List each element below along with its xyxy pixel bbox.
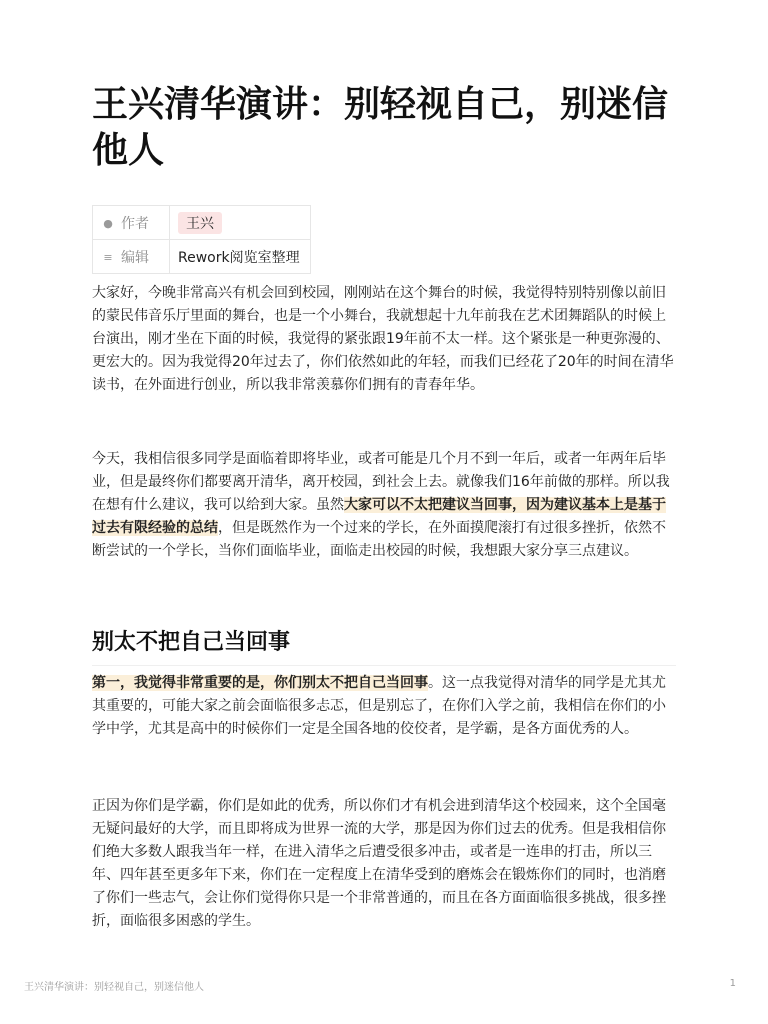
property-value-cell [170,206,311,240]
paragraph-text: 今天，我相信很多同学是面临着即将毕业，或者可能是几个月不到一年后，或者一年两年后毕业，但是最终你们都要离开清华，离开校园，到社会上去。就像我们16年前做的那样。所以我在想有什么建议，我可以给到大家。虽然 [92,451,670,513]
property-key-cell [93,206,170,240]
property-key: 编辑 [121,249,149,266]
highlighted-text: 第一，我觉得非常重要的是，你们别太不把自己当回事 [92,675,428,691]
page-number: 1 [729,978,736,989]
section-heading: 别太不把自己当回事 [92,627,676,666]
page-footer [24,978,736,993]
paragraph-text: ，但是既然作为一个过来的学长，在外面摸爬滚打有过很多挫折，依然不断尝试的一个学长，当你们面临毕业，面临走出校园的时候，我想跟大家分享三点建议。 [92,520,666,559]
person-icon: ● [103,217,113,230]
paragraph-text: 正因为你们是学霸，你们是如此的优秀，所以你们才有机会进到清华这个校园来，这个全国毫无疑问最好的大学，而且即将成为世界一流的大学，那是因为你们过去的优秀。但是我相信你们绝大多数人跟我当年一样，在进入清华之后遭受很多冲击，或者是一连串的打击，所以三年、四年甚至更多年下来，你们在一定程度上在清华受到的磨炼会在锻炼你们的同时，也消磨了你们一些志气，会让你们觉得你只是一个非常普通的，而且在各方面面临很多挑战，很多挫折，面临很多困惑的学生。 [92,798,666,929]
paragraph-3 [92,672,676,741]
text-lines-icon: ≡ [103,251,113,264]
property-table [92,205,311,274]
paragraph-4 [92,795,676,933]
property-row-author [93,206,311,240]
property-value-cell [170,240,311,274]
paragraph-text: 。这一点我觉得对清华的同学是尤其尤其重要的，可能大家之前会面临很多忐忑，但是别忘了，在你们入学之前，我相信在你们的小学中学，尤其是高中的时候你们一定是全国各地的佼佼者，是学霸，是各方面优秀的人。 [92,675,666,737]
editor-value: Rework阅览室整理 [178,249,300,266]
paragraph-2 [92,448,676,563]
property-key: 作者 [121,215,149,232]
footer-title: 王兴清华演讲：别轻视自己，别迷信他人 [24,982,204,993]
property-row-editor [93,240,311,274]
author-tag[interactable]: 王兴 [178,212,222,234]
paragraph-text: 大家好，今晚非常高兴有机会回到校园，刚刚站在这个舞台的时候，我觉得特别特别像以前旧的蒙民伟音乐厅里面的舞台，也是一个小舞台，我就想起十九年前我在艺术团舞蹈队的时候上台演出，刚才坐在下面的时候，我觉得的紧张跟19年前不太一样。这个紧张是一种更弥漫的、更宏大的。因为我觉得20年过去了，你们依然如此的年轻，而我们已经花了20年的时间在清华读书，在外面进行创业，所以我非常羡慕你们拥有的青春年华。 [92,285,674,393]
highlighted-text: 大家可以不太把建议当回事，因为建议基本上是基于过去有限经验的总结 [92,497,666,536]
page-title: 王兴清华演讲：别轻视自己，别迷信他人 [92,84,669,171]
property-key-cell [93,240,170,274]
paragraph-1 [92,282,676,397]
